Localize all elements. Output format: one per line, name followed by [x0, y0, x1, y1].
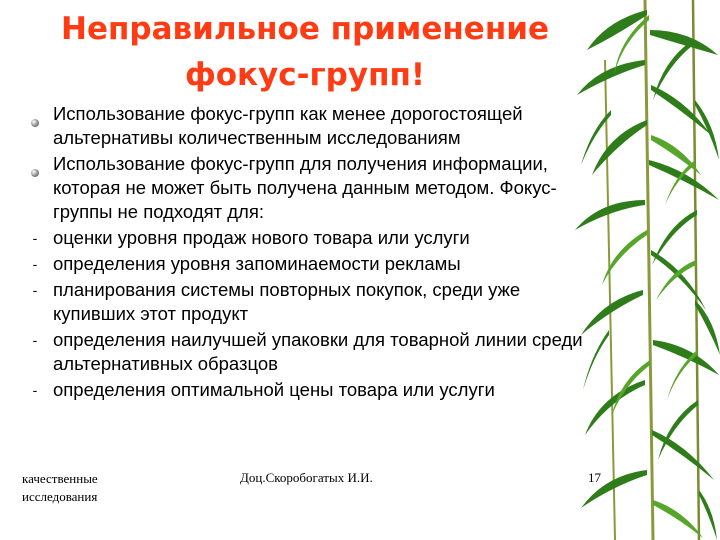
list-item [28, 152, 598, 224]
list-item [28, 252, 598, 276]
list-item-text: оценки уровня продаж нового товара или услуги [53, 227, 470, 248]
footer-author: Доц.Скоробогатых И.И. [240, 470, 373, 485]
list-item [28, 278, 598, 326]
footer-topic: качественные исследования [22, 471, 98, 504]
list-item-text: планирования системы повторных покупок, среди уже купивших этот продукт [53, 279, 521, 324]
slide-title: Неправильное применение фокус-групп! [61, 11, 549, 93]
bullet-list [28, 102, 598, 404]
list-item-text: Использование фокус-групп как менее дорогостоящей альтернативы количественным исследованиям [53, 103, 523, 148]
dash-bullet-icon: - [32, 230, 38, 246]
dash-bullet-icon: - [32, 282, 38, 298]
sphere-bullet-icon [28, 160, 42, 184]
page-number: 17 [588, 470, 601, 485]
dash-bullet-icon: - [32, 382, 38, 398]
sphere-bullet-icon [28, 110, 42, 134]
dash-bullet-icon: - [32, 332, 38, 348]
list-item-text: определения наилучшей упаковки для товарной линии среди альтернативных образцов [53, 329, 583, 374]
list-item [28, 102, 598, 150]
list-item-text: определения уровня запоминаемости рекламы [53, 253, 461, 274]
dash-bullet-icon: - [32, 256, 38, 272]
list-item-text: Использование фокус-групп для получения информации, которая не может быть получена данным методом. Фокус-группы не подходят для: [53, 153, 557, 222]
list-item [28, 378, 598, 402]
list-item-text: определения оптимальной цены товара или услуги [53, 379, 495, 400]
list-item [28, 226, 598, 250]
list-item [28, 328, 598, 376]
